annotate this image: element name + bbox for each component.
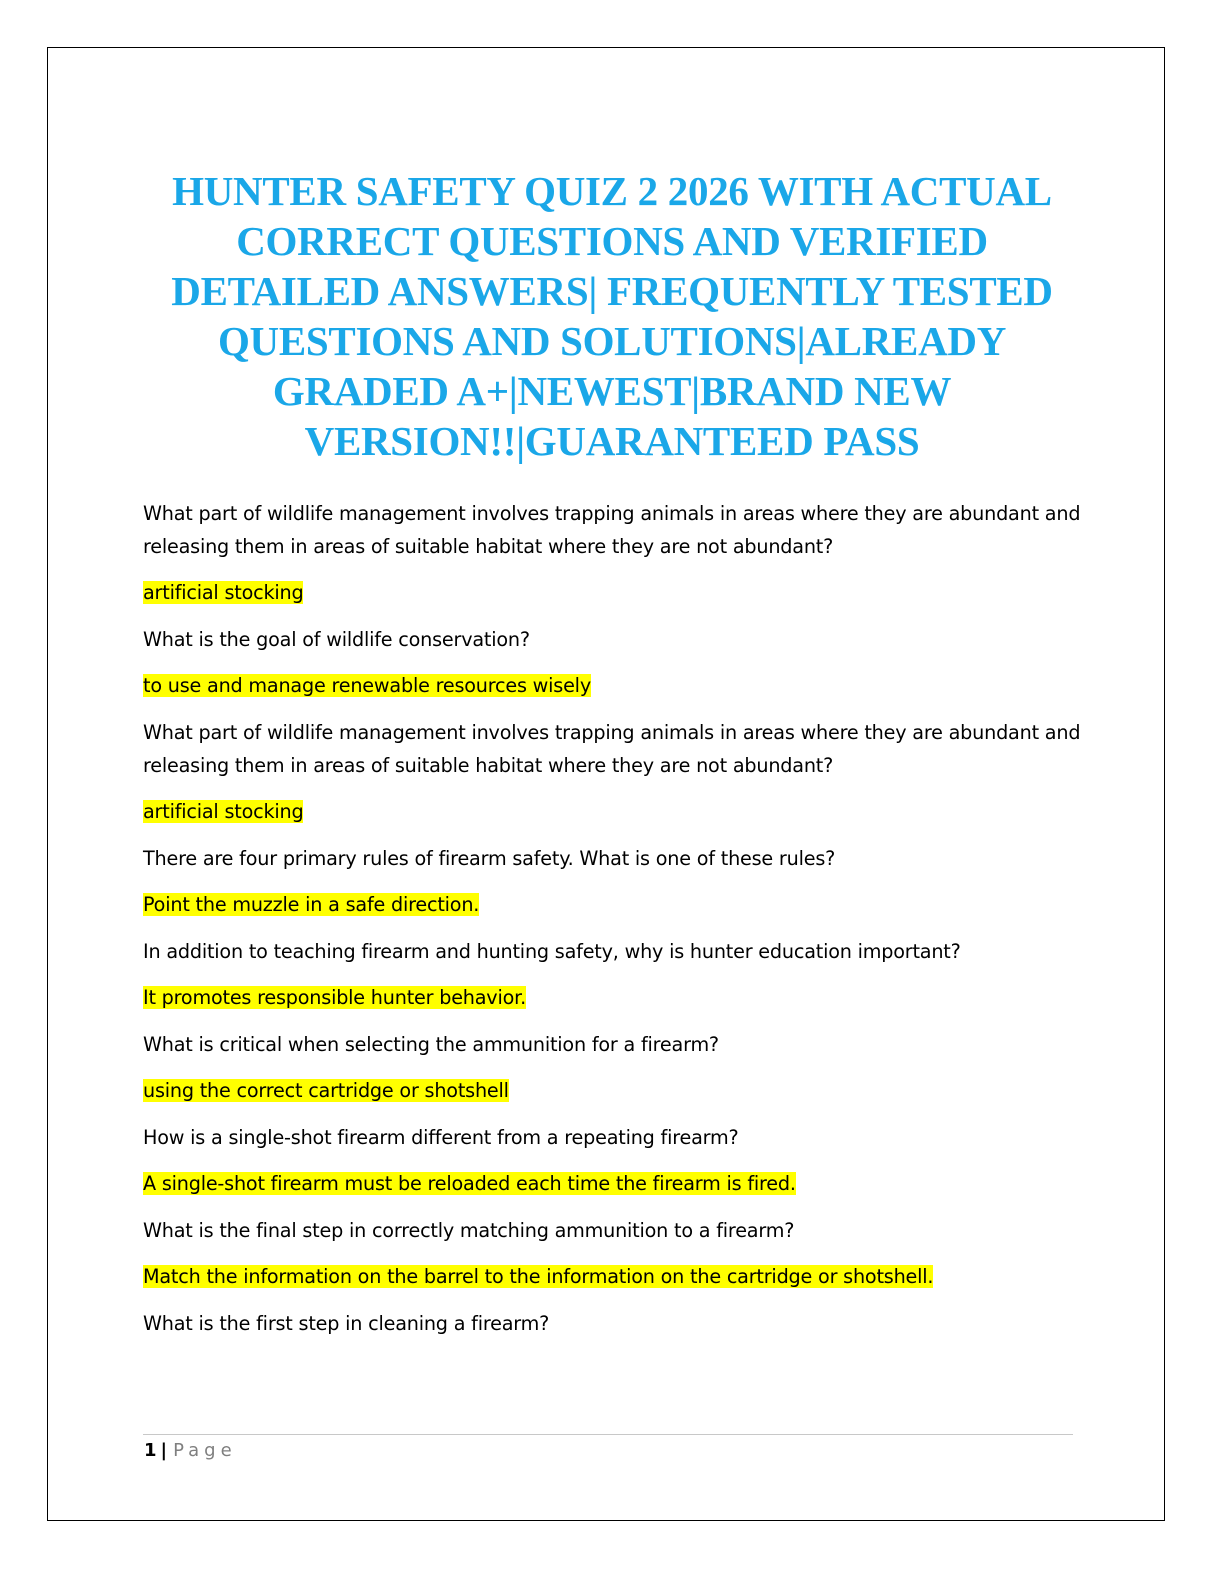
question-7: How is a single-shot firearm different from a repeating firearm? [143,1126,739,1149]
question-6: What is critical when selecting the ammunition for a firearm? [143,1033,719,1056]
answer-2: to use and manage renewable resources wisely [143,674,591,697]
question-3: What part of wildlife management involves trapping animals in areas where they are abundant and releasing them in areas of suitable habitat where they are not abundant? [143,721,1081,777]
question-9: What is the first step in cleaning a firearm? [143,1312,550,1335]
answer-6: using the correct cartridge or shotshell [143,1079,509,1102]
question-2: What is the goal of wildlife conservation? [143,628,530,651]
page-number: 1 [144,1440,157,1461]
answer-4: Point the muzzle in a safe direction. [143,893,480,916]
footer-divider [143,1434,1073,1435]
question-1: What part of wildlife management involves trapping animals in areas where they are abundant and releasing them in areas of suitable habitat where they are not abundant? [143,502,1081,558]
page-footer [144,1440,237,1461]
question-8: What is the final step in correctly matching ammunition to a firearm? [143,1219,795,1242]
answer-7: A single-shot firearm must be reloaded each time the firearm is fired. [143,1172,796,1195]
qa-list [143,497,1083,1356]
document-title: HUNTER SAFETY QUIZ 2 2026 WITH ACTUAL CORRECT QUESTIONS AND VERIFIED DETAILED ANSWERS| FREQUENTLY TESTED QUESTIONS AND SOLUTIONS|ALREADY GRADED A+|NEWEST|BRAND NEW VERSION!!|GUARANTEED PASS [171,168,1053,464]
answer-5: It promotes responsible hunter behavior. [143,986,526,1009]
answer-3: artificial stocking [143,800,304,823]
page-label: Page [173,1440,237,1461]
answer-1: artificial stocking [143,581,304,604]
question-5: In addition to teaching firearm and hunting safety, why is hunter education important? [143,940,961,963]
answer-8: Match the information on the barrel to the information on the cartridge or shotshell. [143,1265,934,1288]
question-4: There are four primary rules of firearm safety. What is one of these rules? [143,847,836,870]
footer-separator: | [160,1440,168,1461]
